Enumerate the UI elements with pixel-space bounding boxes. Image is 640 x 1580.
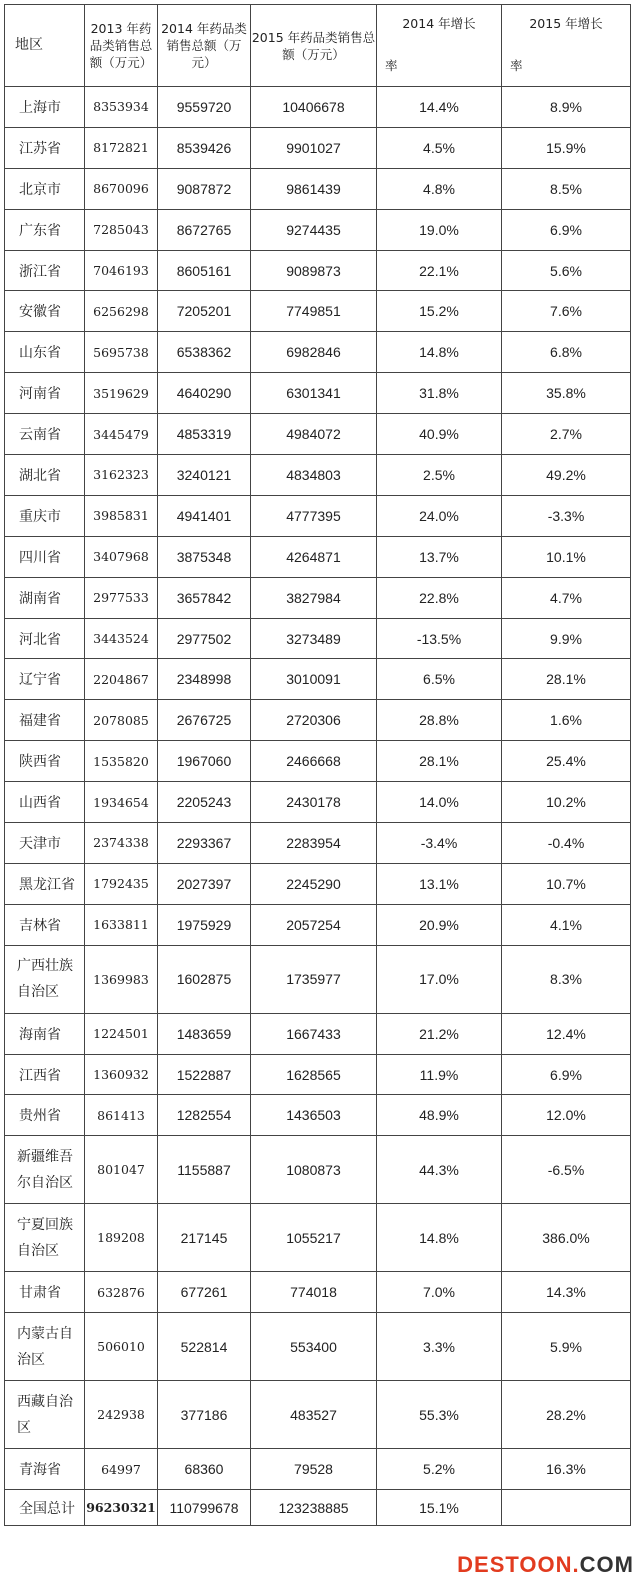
cell-2014-sales: 8672765	[158, 209, 251, 250]
cell-2013-sales: 189208	[85, 1204, 158, 1272]
cell-2014-sales: 2348998	[158, 659, 251, 700]
cell-2015-sales: 774018	[251, 1272, 377, 1313]
cell-region: 上海市	[5, 87, 85, 128]
cell-total-2014-growth: 15.1%	[377, 1490, 502, 1526]
cell-2013-sales: 242938	[85, 1381, 158, 1449]
table-row	[5, 577, 631, 618]
table-row	[5, 904, 631, 945]
table-row	[5, 209, 631, 250]
total-row	[5, 1490, 631, 1526]
table-row	[5, 1095, 631, 1136]
table-row	[5, 414, 631, 455]
cell-2015-sales: 6301341	[251, 373, 377, 414]
cell-2015-growth: 4.7%	[502, 577, 631, 618]
cell-2015-sales: 7749851	[251, 291, 377, 332]
table-row	[5, 1449, 631, 1490]
cell-2013-sales: 2204867	[85, 659, 158, 700]
cell-region: 山西省	[5, 782, 85, 823]
cell-2015-growth: 9.9%	[502, 618, 631, 659]
table-row	[5, 700, 631, 741]
cell-total-2015-growth	[502, 1490, 631, 1526]
cell-region: 宁夏回族自治区	[5, 1204, 85, 1272]
cell-2015-sales: 2283954	[251, 823, 377, 864]
table-row	[5, 1054, 631, 1095]
cell-region: 辽宁省	[5, 659, 85, 700]
cell-2014-growth: 31.8%	[377, 373, 502, 414]
cell-2014-growth: 14.8%	[377, 1204, 502, 1272]
cell-2015-growth: 16.3%	[502, 1449, 631, 1490]
cell-2015-sales: 9861439	[251, 168, 377, 209]
cell-2014-sales: 68360	[158, 1449, 251, 1490]
cell-2015-growth: 35.8%	[502, 373, 631, 414]
cell-2015-sales: 1628565	[251, 1054, 377, 1095]
cell-region: 贵州省	[5, 1095, 85, 1136]
cell-total-2013: 96230321	[85, 1490, 158, 1526]
table-row	[5, 87, 631, 128]
cell-2015-growth: 6.9%	[502, 1054, 631, 1095]
cell-2014-sales: 1282554	[158, 1095, 251, 1136]
table-row	[5, 127, 631, 168]
cell-2013-sales: 1934654	[85, 782, 158, 823]
cell-2015-sales: 4984072	[251, 414, 377, 455]
table-row	[5, 823, 631, 864]
cell-2014-growth: 55.3%	[377, 1381, 502, 1449]
cell-2014-sales: 1967060	[158, 741, 251, 782]
cell-2014-growth: 19.0%	[377, 209, 502, 250]
cell-2014-sales: 2293367	[158, 823, 251, 864]
cell-2014-sales: 4853319	[158, 414, 251, 455]
cell-2015-sales: 2430178	[251, 782, 377, 823]
table-row	[5, 618, 631, 659]
cell-2015-sales: 2057254	[251, 904, 377, 945]
cell-2014-growth: 4.8%	[377, 168, 502, 209]
cell-2014-growth: 17.0%	[377, 945, 502, 1013]
cell-region: 北京市	[5, 168, 85, 209]
cell-region: 安徽省	[5, 291, 85, 332]
cell-region: 重庆市	[5, 495, 85, 536]
cell-total-2014: 110799678	[158, 1490, 251, 1526]
cell-2015-sales: 2720306	[251, 700, 377, 741]
cell-2015-growth: 6.9%	[502, 209, 631, 250]
cell-2014-growth: 13.7%	[377, 536, 502, 577]
cell-2014-sales: 3240121	[158, 455, 251, 496]
cell-2015-growth: 14.3%	[502, 1272, 631, 1313]
cell-2013-sales: 6256298	[85, 291, 158, 332]
cell-total-label: 全国总计	[5, 1490, 85, 1526]
watermark-text: DESTOON	[457, 1552, 573, 1577]
cell-region: 四川省	[5, 536, 85, 577]
cell-2015-growth: 25.4%	[502, 741, 631, 782]
cell-2014-growth: 14.0%	[377, 782, 502, 823]
cell-2015-sales: 3273489	[251, 618, 377, 659]
cell-2014-sales: 9087872	[158, 168, 251, 209]
cell-region: 云南省	[5, 414, 85, 455]
cell-2014-growth: -3.4%	[377, 823, 502, 864]
cell-2013-sales: 801047	[85, 1136, 158, 1204]
cell-2015-growth: 15.9%	[502, 127, 631, 168]
cell-2013-sales: 8172821	[85, 127, 158, 168]
cell-2015-growth: 8.3%	[502, 945, 631, 1013]
cell-2013-sales: 1224501	[85, 1013, 158, 1054]
cell-2014-growth: 48.9%	[377, 1095, 502, 1136]
cell-2015-growth: 49.2%	[502, 455, 631, 496]
cell-2013-sales: 1360932	[85, 1054, 158, 1095]
cell-region: 广东省	[5, 209, 85, 250]
cell-2014-sales: 3657842	[158, 577, 251, 618]
cell-2014-sales: 9559720	[158, 87, 251, 128]
table-row	[5, 1381, 631, 1449]
cell-region: 广西壮族自治区	[5, 945, 85, 1013]
cell-2014-sales: 4640290	[158, 373, 251, 414]
cell-2015-sales: 9274435	[251, 209, 377, 250]
cell-region: 江西省	[5, 1054, 85, 1095]
cell-2013-sales: 3443524	[85, 618, 158, 659]
cell-2014-sales: 2027397	[158, 863, 251, 904]
cell-2014-sales: 3875348	[158, 536, 251, 577]
cell-2014-growth: 5.2%	[377, 1449, 502, 1490]
cell-2013-sales: 3407968	[85, 536, 158, 577]
cell-region: 河南省	[5, 373, 85, 414]
cell-2014-sales: 8605161	[158, 250, 251, 291]
cell-2015-growth: 1.6%	[502, 700, 631, 741]
header-2014-growth-line2: 率	[385, 58, 398, 73]
cell-2014-sales: 6538362	[158, 332, 251, 373]
header-2014-sales: 2014 年药品类销售总额（万元）	[158, 5, 251, 87]
cell-2013-sales: 8353934	[85, 87, 158, 128]
cell-2015-growth: 28.1%	[502, 659, 631, 700]
cell-2015-sales: 10406678	[251, 87, 377, 128]
cell-2015-sales: 9901027	[251, 127, 377, 168]
header-2015-growth-line2: 率	[510, 58, 523, 73]
cell-2014-sales: 1522887	[158, 1054, 251, 1095]
table-row	[5, 1272, 631, 1313]
cell-2014-growth: 21.2%	[377, 1013, 502, 1054]
cell-2015-sales: 2466668	[251, 741, 377, 782]
cell-2014-growth: 14.8%	[377, 332, 502, 373]
cell-2015-growth: 12.4%	[502, 1013, 631, 1054]
pharma-sales-table	[4, 4, 631, 1526]
cell-2014-sales: 7205201	[158, 291, 251, 332]
table-row	[5, 945, 631, 1013]
cell-2013-sales: 1535820	[85, 741, 158, 782]
cell-2015-growth: 12.0%	[502, 1095, 631, 1136]
cell-2014-growth: 44.3%	[377, 1136, 502, 1204]
cell-2014-sales: 522814	[158, 1313, 251, 1381]
cell-region: 内蒙古自治区	[5, 1313, 85, 1381]
cell-2015-sales: 9089873	[251, 250, 377, 291]
table-row	[5, 536, 631, 577]
cell-2015-sales: 483527	[251, 1381, 377, 1449]
cell-2015-sales: 4264871	[251, 536, 377, 577]
cell-2013-sales: 632876	[85, 1272, 158, 1313]
cell-region: 江苏省	[5, 127, 85, 168]
cell-2015-sales: 4834803	[251, 455, 377, 496]
cell-2013-sales: 7046193	[85, 250, 158, 291]
cell-2013-sales: 8670096	[85, 168, 158, 209]
cell-region: 湖北省	[5, 455, 85, 496]
table-row	[5, 168, 631, 209]
table-row	[5, 659, 631, 700]
cell-2014-sales: 1602875	[158, 945, 251, 1013]
cell-region: 吉林省	[5, 904, 85, 945]
cell-2013-sales: 3519629	[85, 373, 158, 414]
cell-2014-growth: 22.1%	[377, 250, 502, 291]
cell-2015-sales: 1080873	[251, 1136, 377, 1204]
cell-2014-sales: 1483659	[158, 1013, 251, 1054]
cell-2014-sales: 377186	[158, 1381, 251, 1449]
cell-2014-sales: 2676725	[158, 700, 251, 741]
cell-region: 山东省	[5, 332, 85, 373]
cell-2015-growth: 2.7%	[502, 414, 631, 455]
cell-2013-sales: 1792435	[85, 863, 158, 904]
cell-2014-sales: 8539426	[158, 127, 251, 168]
cell-2013-sales: 5695738	[85, 332, 158, 373]
cell-2015-growth: -3.3%	[502, 495, 631, 536]
table-row	[5, 863, 631, 904]
table-row	[5, 741, 631, 782]
cell-2015-growth: -6.5%	[502, 1136, 631, 1204]
header-region: 地区	[5, 5, 85, 87]
header-2013-sales: 2013 年药品类销售总额（万元）	[85, 5, 158, 87]
cell-2015-sales: 79528	[251, 1449, 377, 1490]
table-row	[5, 291, 631, 332]
cell-2014-growth: 7.0%	[377, 1272, 502, 1313]
cell-2013-sales: 3985831	[85, 495, 158, 536]
cell-2014-growth: 22.8%	[377, 577, 502, 618]
cell-2014-growth: 6.5%	[377, 659, 502, 700]
cell-2015-growth: -0.4%	[502, 823, 631, 864]
cell-2015-growth: 5.6%	[502, 250, 631, 291]
cell-2014-growth: 13.1%	[377, 863, 502, 904]
cell-2015-sales: 3827984	[251, 577, 377, 618]
cell-2013-sales: 2374338	[85, 823, 158, 864]
cell-2015-sales: 1667433	[251, 1013, 377, 1054]
table-row	[5, 332, 631, 373]
watermark-dot: .	[572, 1552, 580, 1577]
cell-2015-sales: 2245290	[251, 863, 377, 904]
cell-2015-growth: 10.2%	[502, 782, 631, 823]
table-row	[5, 1013, 631, 1054]
cell-2013-sales: 64997	[85, 1449, 158, 1490]
cell-2014-growth: 20.9%	[377, 904, 502, 945]
cell-region: 新疆维吾尔自治区	[5, 1136, 85, 1204]
cell-2015-sales: 1436503	[251, 1095, 377, 1136]
cell-2013-sales: 1369983	[85, 945, 158, 1013]
cell-2013-sales: 1633811	[85, 904, 158, 945]
cell-region: 海南省	[5, 1013, 85, 1054]
cell-2014-growth: 40.9%	[377, 414, 502, 455]
cell-2014-growth: 14.4%	[377, 87, 502, 128]
cell-2014-sales: 677261	[158, 1272, 251, 1313]
cell-2013-sales: 506010	[85, 1313, 158, 1381]
cell-2015-sales: 553400	[251, 1313, 377, 1381]
table-row	[5, 1136, 631, 1204]
cell-region: 甘肃省	[5, 1272, 85, 1313]
header-2014-growth	[377, 5, 502, 87]
header-row	[5, 5, 631, 87]
cell-region: 天津市	[5, 823, 85, 864]
header-2015-growth-line1: 2015 年增长	[529, 16, 603, 31]
cell-region: 湖南省	[5, 577, 85, 618]
cell-2015-growth: 10.1%	[502, 536, 631, 577]
cell-2015-growth: 8.9%	[502, 87, 631, 128]
cell-2014-growth: 28.1%	[377, 741, 502, 782]
cell-2015-growth: 6.8%	[502, 332, 631, 373]
cell-2015-growth: 10.7%	[502, 863, 631, 904]
table-row	[5, 495, 631, 536]
table-row	[5, 455, 631, 496]
cell-2013-sales: 861413	[85, 1095, 158, 1136]
cell-2014-growth: 15.2%	[377, 291, 502, 332]
cell-2015-growth: 386.0%	[502, 1204, 631, 1272]
cell-total-2015: 123238885	[251, 1490, 377, 1526]
cell-2014-growth: 24.0%	[377, 495, 502, 536]
cell-region: 浙江省	[5, 250, 85, 291]
cell-2015-growth: 7.6%	[502, 291, 631, 332]
cell-2014-sales: 2977502	[158, 618, 251, 659]
cell-2014-sales: 2205243	[158, 782, 251, 823]
cell-2015-growth: 28.2%	[502, 1381, 631, 1449]
cell-2013-sales: 2078085	[85, 700, 158, 741]
table-row	[5, 1204, 631, 1272]
cell-region: 河北省	[5, 618, 85, 659]
cell-2013-sales: 2977533	[85, 577, 158, 618]
cell-2013-sales: 3162323	[85, 455, 158, 496]
header-2015-growth	[502, 5, 631, 87]
cell-2015-growth: 4.1%	[502, 904, 631, 945]
cell-2015-sales: 3010091	[251, 659, 377, 700]
cell-2014-growth: -13.5%	[377, 618, 502, 659]
cell-2013-sales: 3445479	[85, 414, 158, 455]
watermark-logo	[457, 1552, 634, 1578]
cell-2015-growth: 5.9%	[502, 1313, 631, 1381]
cell-2015-sales: 1735977	[251, 945, 377, 1013]
table-row	[5, 782, 631, 823]
cell-2013-sales: 7285043	[85, 209, 158, 250]
cell-2015-sales: 1055217	[251, 1204, 377, 1272]
cell-2015-growth: 8.5%	[502, 168, 631, 209]
cell-2015-sales: 6982846	[251, 332, 377, 373]
cell-2014-growth: 2.5%	[377, 455, 502, 496]
cell-region: 福建省	[5, 700, 85, 741]
cell-region: 黑龙江省	[5, 863, 85, 904]
table-row	[5, 373, 631, 414]
cell-2014-growth: 11.9%	[377, 1054, 502, 1095]
watermark-com: COM	[579, 1552, 634, 1577]
cell-region: 陕西省	[5, 741, 85, 782]
header-2014-growth-line1: 2014 年增长	[402, 16, 476, 31]
cell-2014-growth: 4.5%	[377, 127, 502, 168]
cell-2014-sales: 217145	[158, 1204, 251, 1272]
cell-2014-growth: 28.8%	[377, 700, 502, 741]
cell-2015-sales: 4777395	[251, 495, 377, 536]
header-2015-sales: 2015 年药品类销售总额（万元）	[251, 5, 377, 87]
cell-2014-sales: 1975929	[158, 904, 251, 945]
table-row	[5, 1313, 631, 1381]
cell-2014-sales: 1155887	[158, 1136, 251, 1204]
table-row	[5, 250, 631, 291]
cell-region: 西藏自治区	[5, 1381, 85, 1449]
cell-region: 青海省	[5, 1449, 85, 1490]
cell-2014-sales: 4941401	[158, 495, 251, 536]
cell-2014-growth: 3.3%	[377, 1313, 502, 1381]
